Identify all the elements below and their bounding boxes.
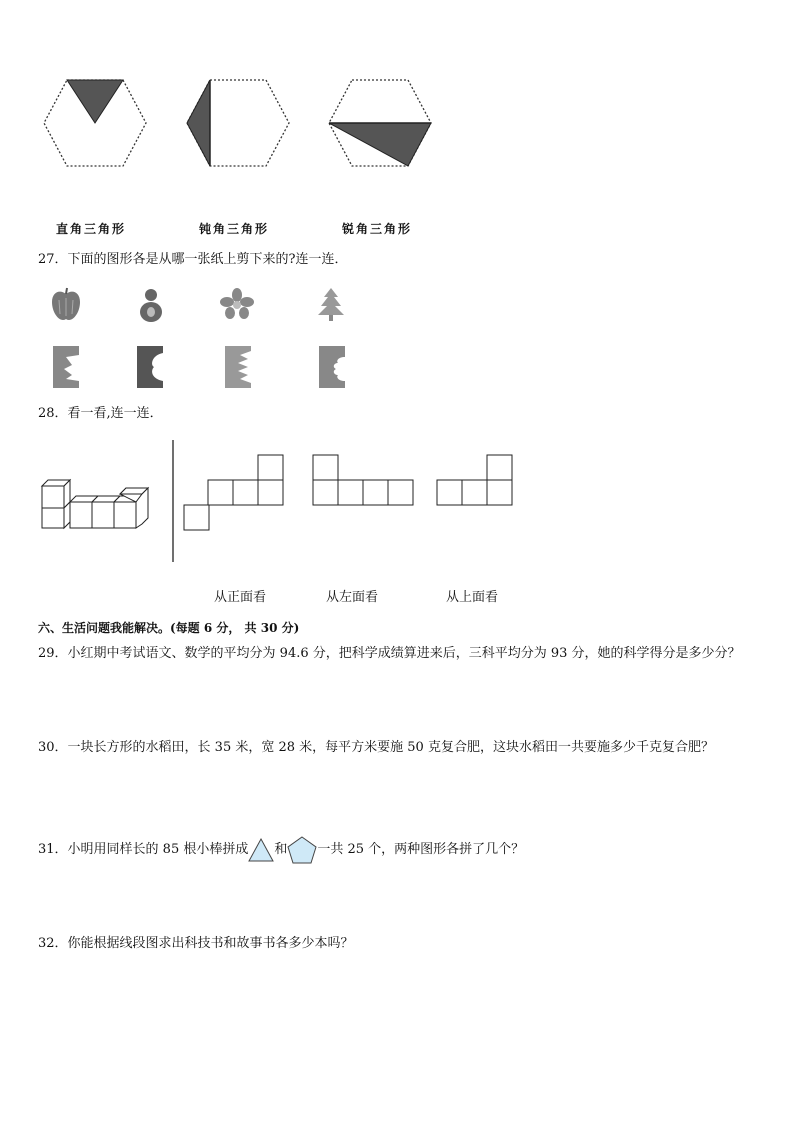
view-label-top: 从上面看	[446, 590, 499, 605]
pentagon-icon	[287, 836, 317, 864]
triangle-icon	[248, 837, 274, 863]
question-31-suffix: 一共 25 个，两种图形各拼了几个？	[317, 842, 525, 857]
section-6-title: 六、生活问题我能解决。(每题 6 分， 共 30 分)	[38, 621, 300, 635]
hex-label-obtuse: 钝角三角形	[199, 222, 270, 236]
hexagon-obtuse-triangle-figure	[183, 78, 293, 168]
cut-paper-1	[52, 345, 80, 389]
flower-icon	[220, 288, 254, 320]
view-figure-3	[436, 454, 516, 508]
hexagon-acute-triangle-figure	[325, 78, 435, 168]
question-30: 30．一块长方形的水稻田，长 35 米，宽 28 米，每平方米要施 50 克复合肥，这块水稻田一共要施多少千克复合肥？	[38, 740, 714, 755]
question-31	[38, 836, 524, 864]
hex-label-right: 直角三角形	[56, 222, 127, 236]
question-27: 27．下面的图形各是从哪一张纸上剪下来的?连一连．	[38, 252, 348, 267]
hex-label-acute: 锐角三角形	[342, 222, 413, 236]
cube-stack-figure	[40, 478, 156, 530]
view-label-left: 从左面看	[326, 590, 379, 605]
question-31-prefix: 31．小明用同样长的 85 根小棒拼成	[38, 842, 249, 857]
question-29: 29．小红期中考试语文、数学的平均分为 94.6 分，把科学成绩算进来后，三科平均分为 93 分，她的科学得分是多少分？	[38, 646, 741, 661]
question-31-middle: 和	[274, 842, 288, 857]
hexagon-right-triangle-figure	[40, 78, 150, 168]
view-figure-2	[312, 454, 416, 508]
apple-icon	[50, 286, 82, 322]
gourd-icon	[136, 286, 166, 324]
question-28: 28．看一看,连一连．	[38, 406, 163, 421]
cut-paper-2	[136, 345, 164, 389]
tree-icon	[316, 286, 346, 322]
divider-line	[172, 440, 176, 564]
cut-paper-3	[224, 345, 252, 389]
view-figure-1	[183, 454, 285, 532]
question-32: 32．你能根据线段图求出科技书和故事书各多少本吗？	[38, 936, 354, 951]
view-label-front: 从正面看	[214, 590, 267, 605]
cut-paper-4	[318, 345, 346, 389]
